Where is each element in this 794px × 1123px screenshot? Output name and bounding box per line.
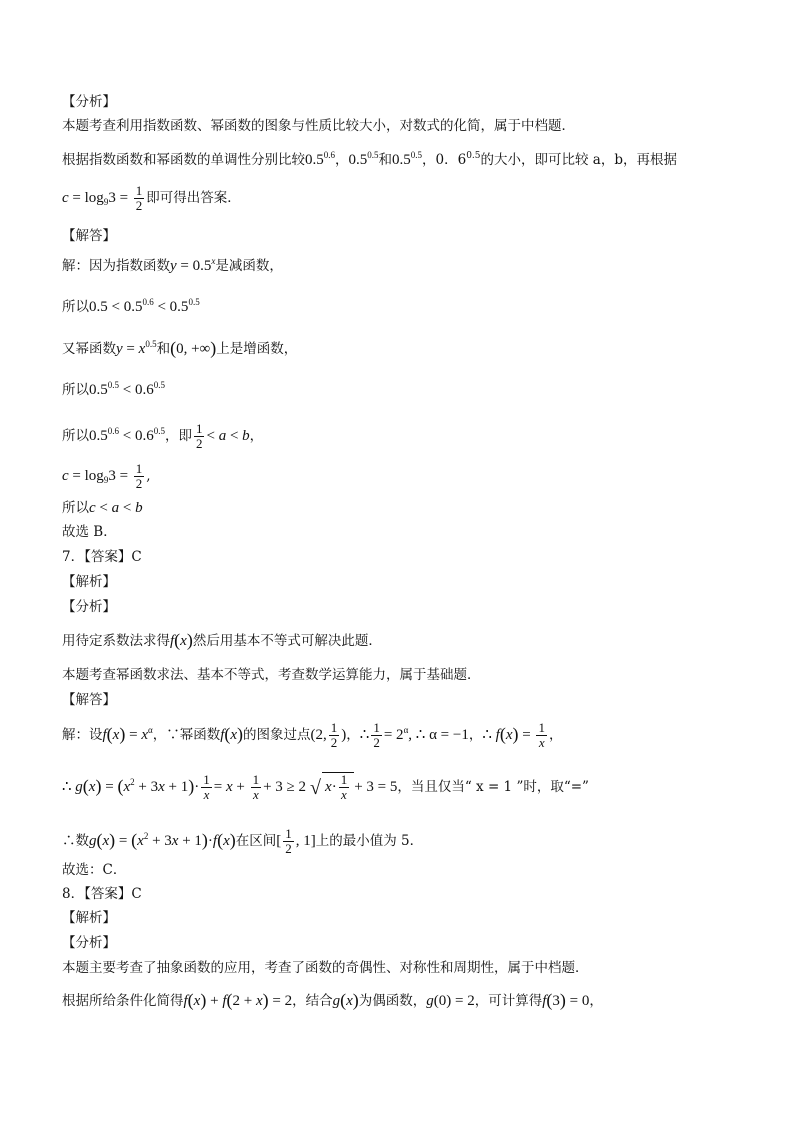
analysis-line-3: $c = \log_93$ = $\frac{1}{2}$ 即可得出答案． bbox=[62, 183, 241, 213]
answer-line-7: 所以c < a < b bbox=[62, 500, 143, 516]
q8-analysis-line-1: 本题主要考查了抽象函数的应用，考查了函数的奇偶性、对称性和周期性，属于中档题． bbox=[62, 960, 589, 976]
analysis-line-2: 根据指数函数和幂函数的单调性分别比较$0.5^{0.6}$，$0.5^{0.5}$和$0.5^{0.5}$，0．$6^{0.5}$的大小，即可比较 a，b，再根据 bbox=[62, 150, 677, 168]
q8-heading-analysis: 【分析】 bbox=[62, 935, 116, 951]
q7-heading-analysis: 【分析】 bbox=[62, 599, 116, 615]
q8-heading-explain: 【解析】 bbox=[62, 910, 116, 926]
q7-answer-line-2: ∴ $g(x) = (x^2 + 3x + 1)\cdot$ $\frac{1}{x}$ = x + $\frac{1}{x}$ + 3 ≥ 2 √ x· $\frac{1}{x}$ + 3 = 5，当且仅当“ x = 1 ”时，取“=” bbox=[62, 771, 589, 802]
q7-analysis-line-1: 用待定系数法求得f(x)然后用基本不等式可解决此题． bbox=[62, 630, 382, 650]
analysis-text: 本题考查利用指数函数、幂函数的图象与性质比较大小，对数式的化简，属于中档题． bbox=[62, 118, 575, 134]
q7-answer: 7．【答案】C bbox=[62, 549, 142, 565]
q7-analysis-line-2: 本题考查幂函数求法、基本不等式，考查数学运算能力，属于基础题． bbox=[62, 667, 481, 683]
q7-heading-answer: 【解答】 bbox=[62, 692, 116, 708]
q8-answer: 8．【答案】C bbox=[62, 886, 142, 902]
answer-line-1: 解：因为指数函数$y = 0.5^x$是减函数， bbox=[62, 256, 283, 274]
answer-line-8: 故选 B． bbox=[62, 524, 117, 540]
answer-line-4: 所以$0.5^{0.5} < 0.6^{0.5}$ bbox=[62, 380, 165, 398]
answer-line-2: 所以$0.5 < 0.5^{0.6} < 0.5^{0.5}$ bbox=[62, 297, 200, 315]
fraction-one-half: $\frac{1}{2}$ bbox=[135, 183, 143, 213]
q7-heading-explain: 【解析】 bbox=[62, 574, 116, 590]
q7-answer-line-3: ∴数$g(x) = (x^2 + 3x + 1)\cdot f(x)$在区间[ $\frac{1}{2}$ , 1]上的最小值为 5． bbox=[62, 826, 424, 856]
heading-answer: 【解答】 bbox=[62, 228, 116, 244]
heading-analysis: 【分析】 bbox=[62, 94, 116, 110]
q7-answer-line-4: 故选：C． bbox=[62, 862, 127, 878]
answer-line-5: 所以$0.5^{0.6} < 0.6^{0.5}$，即 $\frac{1}{2}$ < a < b， bbox=[62, 421, 264, 451]
q8-analysis-line-2: 根据所给条件化简得f(x) + f(2 + x) = 2，结合g(x)为偶函数，g(0) = 2，可计算得f(3) = 0， bbox=[62, 990, 603, 1010]
answer-line-6: $c = \log_93$ = $\frac{1}{2}$ , bbox=[62, 461, 151, 491]
q7-answer-line-1: 解：设$f(x) = x^\alpha$，∵幂函数f(x)的图象过点(2, $\frac{1}{2}$ )，∴ $\frac{1}{2}$ = $2^\alpha$, ∴ α = −1，∴ f(x) = $\frac{1}{x}$ ， bbox=[62, 720, 563, 750]
answer-line-3: 又幂函数$y = x^{0.5}$和(0, +∞)上是增函数， bbox=[62, 338, 298, 358]
